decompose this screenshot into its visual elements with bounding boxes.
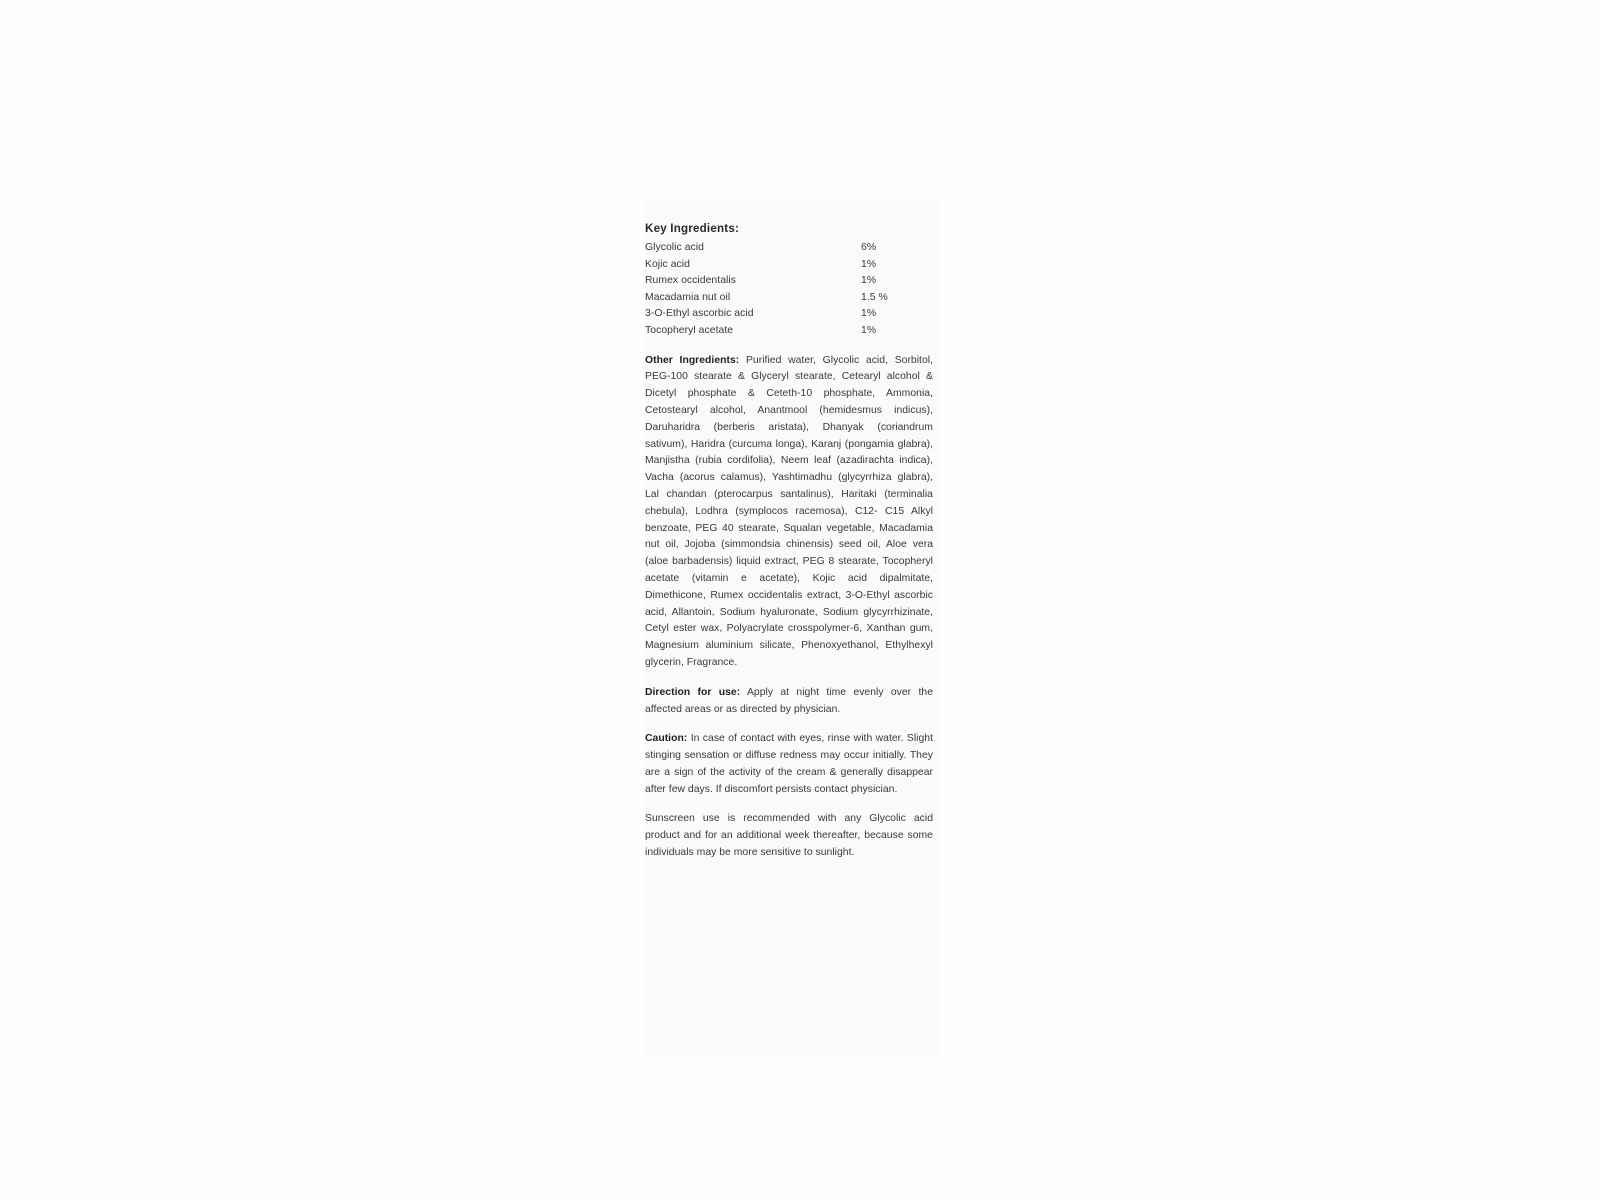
sunscreen-note-paragraph: Sunscreen use is recommended with any Glycolic acid product and for an additional week thereafter, because some individuals may be more sensitive to sunlight. [645,813,933,859]
key-ingredients-heading: Key Ingredients: [645,222,740,235]
key-ingredient-value: 1% [861,258,877,270]
key-ingredient-value: 1% [861,324,877,336]
direction-for-use-text: Apply at night time evenly over the affected areas or as directed by physician. [645,686,933,715]
key-ingredient-row [645,240,933,257]
key-ingredient-value: 1% [861,275,877,287]
key-ingredient-row [645,290,933,307]
caution-paragraph [645,731,933,798]
key-ingredient-name: Kojic acid [645,258,690,270]
key-ingredient-name: Glycolic acid [645,242,704,253]
other-ingredients-label: Other Ingredients: [645,354,740,366]
label-content-area [645,200,940,1055]
caution-text: In case of contact with eyes, rinse with water. Slight stinging sensation or diffuse redness may occur initially. They are a sign of the activity of the cream & generally disappear after few days. If discomfort persists contact physician. [645,733,933,795]
direction-for-use-label: Direction for use: [645,686,741,698]
label-text-column [645,222,940,862]
other-ingredients-paragraph [645,353,933,672]
key-ingredient-name: 3-O-Ethyl ascorbic acid [645,308,754,320]
key-ingredients-list [645,240,933,340]
key-ingredient-name: Rumex occidentalis [645,275,736,287]
key-ingredient-name: Tocopheryl acetate [645,324,734,336]
other-ingredients-text: Purified water, Glycolic acid, Sorbitol, PEG-100 stearate & Glyceryl stearate, Cetearyl alcohol & Dicetyl phosphate & Ceteth-10 phosphate, Ammonia, Cetostearyl alcohol, Anantmool (hemidesmus indicus), Daruharidra (berberis aristata), Dhanyak (coriandrum sativum), Haridra (curcuma longa), Karanj (pongamia glabra), Manjistha (rubia cordifolia), Neem leaf (azadirachta indica), Vacha (acorus calamus), Yashtimadhu (glycyrrhiza glabra), Lal chandan (pterocarpus santalinus), Haritaki (terminalia chebula), Lodhra (symplocos racemosa), C12- C15 Alkyl benzoate, PEG 40 stearate, Squalan vegetable, Macadamia nut oil, Jojoba (simmondsia chinensis) seed oil, Aloe vera (aloe barbadensis) liquid extract, PEG 8 stearate, Tocopheryl acetate (vitamin e acetate), Kojic acid dipalmitate, Dimethicone, Rumex occidentalis extract, 3-O-Ethyl ascorbic acid, Allantoin, Sodium hyaluronate, Sodium glycyrrhizinate, Cetyl ester wax, Polyacrylate crosspolymer-6, Xanthan gum, Magnesium aluminium silicate, Phenoxyethanol, Ethylhexyl glycerin, Fragrance. [645,354,933,668]
key-ingredient-value: 1% [861,308,877,320]
key-ingredient-row [645,306,933,323]
key-ingredient-name: Macadamia nut oil [645,291,731,303]
key-ingredient-row [645,323,933,340]
key-ingredient-row [645,257,933,274]
key-ingredient-row [645,273,933,290]
key-ingredient-value: 1.5 % [861,291,888,303]
direction-for-use-paragraph [645,685,933,719]
key-ingredient-value: 6% [861,242,877,253]
caution-label: Caution: [645,733,688,745]
